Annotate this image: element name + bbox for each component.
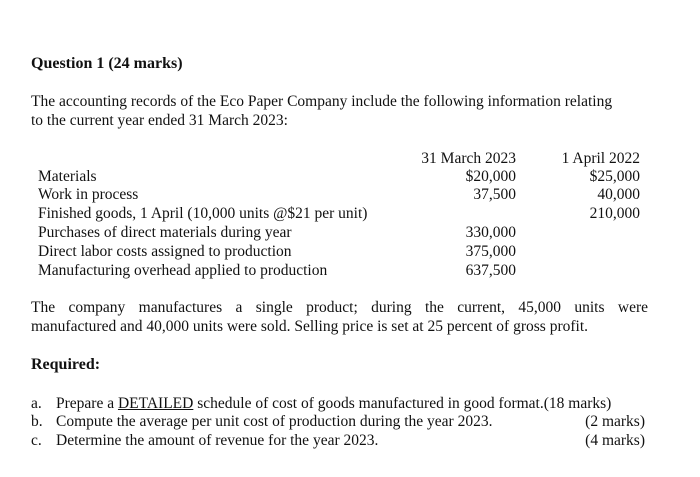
task-c-text: Determine the amount of revenue for the year 2023.	[56, 432, 379, 449]
table-header-31-march-2023: 31 March 2023	[421, 150, 516, 167]
table-row-label: Manufacturing overhead applied to production	[38, 262, 328, 279]
task-marker-b: b.	[31, 413, 43, 430]
question-title: Question 1 (24 marks)	[31, 55, 183, 72]
task-b-text: Compute the average per unit cost of production during the year 2023.	[56, 413, 493, 430]
task-a-pre: Prepare a	[56, 395, 118, 412]
table-cell-value: $20,000	[465, 168, 516, 185]
table-cell-value: $25,000	[589, 168, 640, 185]
task-b-marks: (2 marks)	[585, 413, 645, 430]
table-header-1-april-2022: 1 April 2022	[561, 150, 640, 167]
table-cell-value: 37,500	[473, 186, 516, 203]
task-a-post: schedule of cost of goods manufactured in good format.	[193, 395, 544, 412]
table-cell-value: 637,500	[465, 262, 516, 279]
table-row-label: Purchases of direct materials during year	[38, 224, 292, 241]
production-note-line-2: manufactured and 40,000 units were sold. Selling price is set at 25 percent of gross profit.	[31, 318, 589, 335]
table-cell-value: 210,000	[589, 205, 640, 222]
table-cell-value: 330,000	[465, 224, 516, 241]
table-row-label: Work in process	[38, 186, 139, 203]
task-marker-a: a.	[31, 395, 42, 412]
required-heading: Required:	[31, 356, 101, 373]
table-row-label: Finished goods, 1 April (10,000 units @$21 per unit)	[38, 205, 368, 222]
table-row-label: Materials	[38, 168, 97, 185]
table-row-label: Direct labor costs assigned to production	[38, 243, 292, 260]
task-a-marks: (18 marks)	[543, 395, 612, 412]
task-a-emphasis: DETAILED	[117, 395, 194, 412]
task-marker-c: c.	[31, 432, 42, 449]
intro-line-1: The accounting records of the Eco Paper Company include the following information relating	[31, 93, 613, 110]
task-c-marks: (4 marks)	[585, 432, 645, 449]
task-a-text	[56, 395, 611, 413]
production-note-line-1: The company manufactures a single product; during the current, 45,000 units were	[31, 299, 648, 316]
table-cell-value: 375,000	[465, 243, 516, 260]
table-cell-value: 40,000	[597, 186, 640, 203]
intro-line-2: to the current year ended 31 March 2023:	[31, 112, 288, 129]
